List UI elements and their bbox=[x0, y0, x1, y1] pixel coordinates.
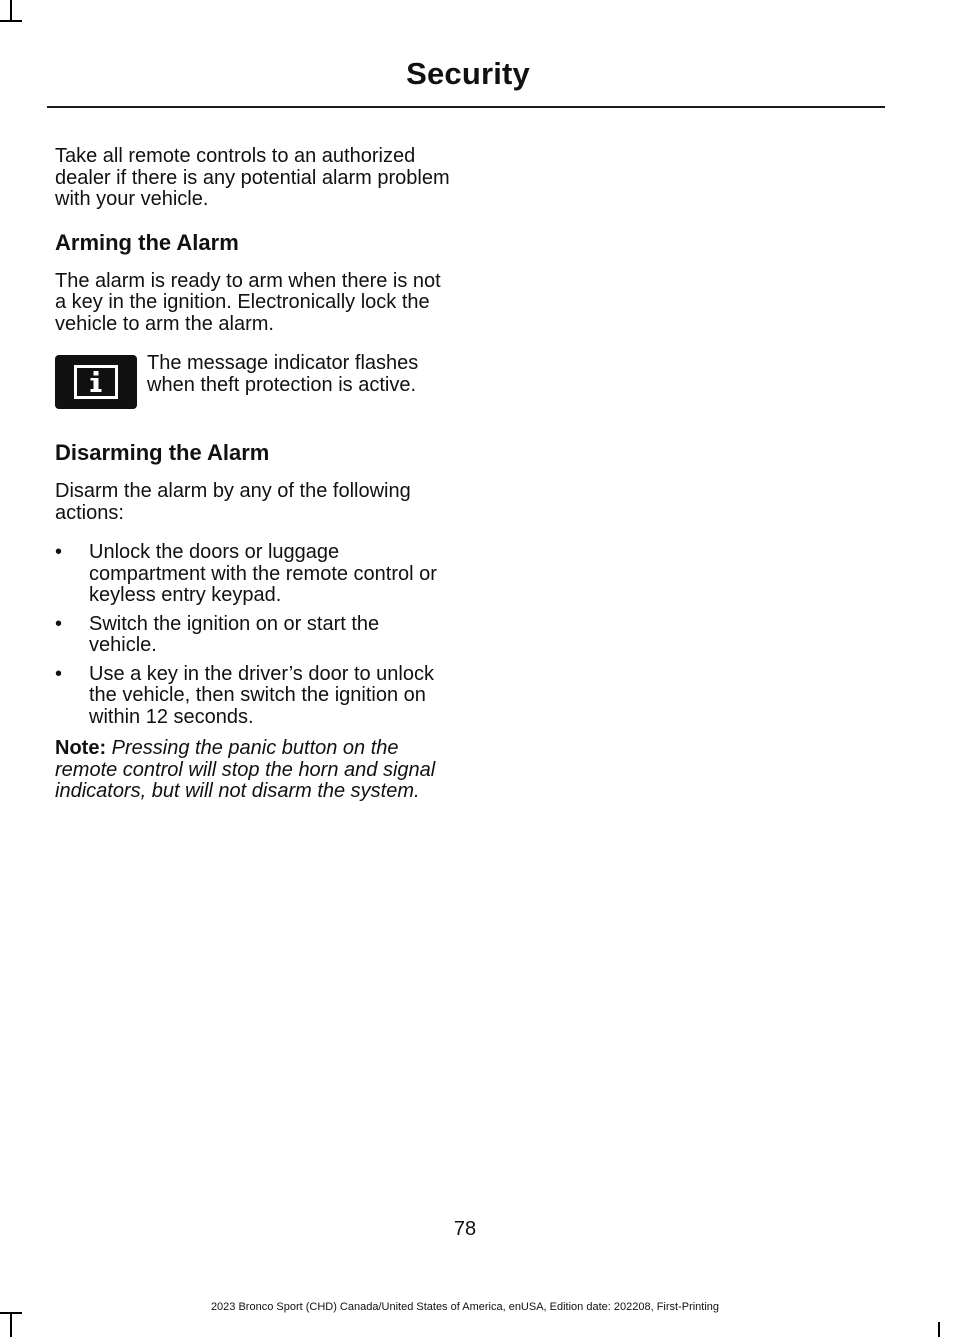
bullet-marker: • bbox=[55, 612, 63, 635]
arming-heading: Arming the Alarm bbox=[55, 229, 239, 255]
arming-paragraph: The alarm is ready to arm when there is not a key in the ignition. Electronically lock the vehicle to arm the alarm. bbox=[55, 269, 441, 335]
disarm-actions-list bbox=[55, 542, 451, 728]
crop-mark bbox=[10, 0, 12, 22]
info-message-icon bbox=[55, 355, 137, 409]
header-divider bbox=[47, 106, 885, 108]
indicator-text: The message indicator flashes when theft protection is active. bbox=[147, 352, 419, 396]
content-column bbox=[55, 146, 451, 803]
crop-mark bbox=[10, 1312, 12, 1337]
list-item-text: Unlock the doors or luggage compartment with the remote control or keyless entry keypad. bbox=[89, 541, 437, 606]
list-item-text: Switch the ignition on or start the vehicle. bbox=[89, 612, 380, 656]
list-item bbox=[55, 614, 451, 657]
page-number: 78 bbox=[453, 1218, 477, 1240]
list-item-text: Use a key in the driver’s door to unlock the vehicle, then switch the ignition on within 12 seconds. bbox=[89, 662, 434, 728]
note-text: Pressing the panic button on the remote control will stop the horn and signal indicators, but will not disarm the system. bbox=[55, 737, 436, 802]
info-symbol-icon bbox=[74, 365, 118, 399]
intro-paragraph: Take all remote controls to an authorized dealer if there is any potential alarm problem with your vehicle. bbox=[55, 145, 450, 210]
bullet-marker: • bbox=[55, 662, 63, 685]
crop-mark bbox=[0, 20, 22, 22]
disarming-paragraph: Disarm the alarm by any of the following actions: bbox=[55, 480, 411, 524]
note-paragraph bbox=[55, 738, 451, 803]
bullet-marker: • bbox=[55, 541, 63, 563]
disarming-heading: Disarming the Alarm bbox=[55, 440, 270, 465]
crop-mark bbox=[938, 1322, 940, 1337]
list-item bbox=[55, 542, 451, 607]
indicator-row bbox=[55, 353, 451, 409]
list-item bbox=[55, 664, 451, 729]
page-footer: 2023 Bronco Sport (CHD) Canada/United States of America, enUSA, Edition date: 202208, First-Printing bbox=[210, 1301, 720, 1313]
section-title: Security bbox=[406, 56, 530, 91]
note-label: Note: bbox=[55, 737, 107, 759]
